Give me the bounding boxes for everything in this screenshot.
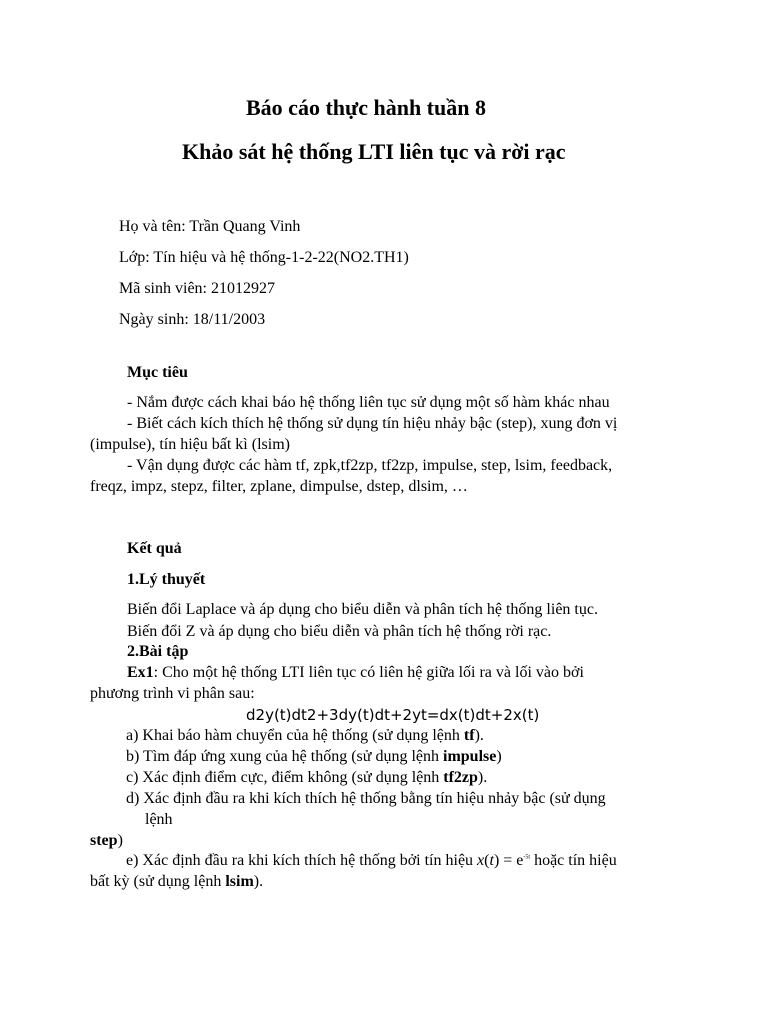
task-e-exponent: -5t (523, 854, 531, 861)
task-e (126, 852, 617, 870)
ex1-text: : Cho một hệ thống LTI liên tục có liên hệ giữa lối ra và lối vào bởi (153, 664, 584, 681)
student-class: Lớp: Tín hiệu và hệ thống-1-2-22(NO2.TH1) (119, 249, 409, 266)
theory-heading: 1.Lý thuyết (127, 571, 206, 588)
task-c-command: tf2zp (443, 769, 478, 786)
task-e-equals: ) = e (493, 852, 524, 869)
objective-item-2: - Biết cách kích thích hệ thống sử dụng tín hiệu nhảy bậc (step), xung đơn vị (127, 415, 618, 432)
task-e-paren: ( (484, 852, 490, 869)
ex1-label: Ex1 (127, 664, 154, 681)
objective-item-1: - Nắm được cách khai báo hệ thống liên tục sử dụng một số hàm khác nhau (127, 394, 610, 411)
title-line-1: Báo cáo thực hành tuần 8 (246, 95, 486, 120)
task-d-command-line (90, 832, 123, 850)
title-line-2: Khảo sát hệ thống LTI liên tục và rời rạc (182, 139, 566, 164)
results-heading: Kết quả (127, 540, 182, 557)
task-b-command: impulse (443, 748, 497, 765)
ex1-statement (127, 664, 584, 682)
objective-item-2-cont: (impulse), tín hiệu bất kì (lsim) (90, 436, 290, 453)
task-c-end: ). (477, 769, 488, 786)
ex1-statement-cont: phương trình vi phân sau: (90, 685, 255, 702)
task-e-tail: hoặc tín hiệu (530, 852, 617, 869)
student-name: Họ và tên: Trần Quang Vinh (119, 218, 301, 235)
task-e-cont-text: bất kỳ (sử dụng lệnh (90, 873, 226, 890)
student-id: Mã sinh viên: 21012927 (119, 280, 275, 297)
theory-line-1: Biến đổi Laplace và áp dụng cho biểu diễn và phân tích hệ thống liên tục. (127, 601, 598, 618)
task-e-x: x (477, 852, 485, 869)
task-a (126, 727, 484, 745)
objective-item-3: - Vận dụng được các hàm tf, zpk,tf2zp, tf2zp, impulse, step, lsim, feedback, (127, 457, 613, 474)
task-b-end: ) (496, 748, 502, 765)
task-d-command: step (90, 832, 118, 849)
task-d-end: ) (117, 832, 123, 849)
task-c-text: c) Xác định điểm cực, điểm không (sử dụng lệnh (126, 769, 444, 786)
task-e-t: t (489, 852, 494, 869)
task-e-text: e) Xác định đầu ra khi kích thích hệ thống bởi tín hiệu (126, 852, 478, 869)
objective-item-3-cont: freqz, impz, stepz, filter, zplane, dimpulse, dstep, dlsim, … (90, 478, 468, 495)
exercise-heading: 2.Bài tập (127, 643, 189, 660)
objectives-heading: Mục tiêu (127, 364, 188, 381)
task-d-cont: lệnh (145, 811, 173, 828)
task-c (126, 769, 487, 787)
theory-line-2: Biến đổi Z và áp dụng cho biểu diễn và phân tích hệ thống rời rạc. (127, 623, 552, 640)
student-dob: Ngày sinh: 18/11/2003 (119, 311, 266, 328)
task-a-command: tf (463, 727, 475, 744)
task-b (126, 748, 502, 766)
task-e-command: lsim (225, 873, 254, 890)
task-a-end: ). (474, 727, 484, 744)
task-d: d) Xác định đầu ra khi kích thích hệ thống bằng tín hiệu nhảy bậc (sử dụng (126, 790, 606, 807)
task-e-end: ). (253, 873, 264, 890)
differential-equation: d2y(t)dt2+3dy(t)dt+2yt=dx(t)dt+2x(t) (246, 706, 540, 724)
task-a-text: a) Khai báo hàm chuyển của hệ thống (sử dụng lệnh (126, 727, 464, 744)
task-e-cont (90, 873, 263, 891)
task-b-text: b) Tìm đáp ứng xung của hệ thống (sử dụng lệnh (126, 748, 443, 765)
